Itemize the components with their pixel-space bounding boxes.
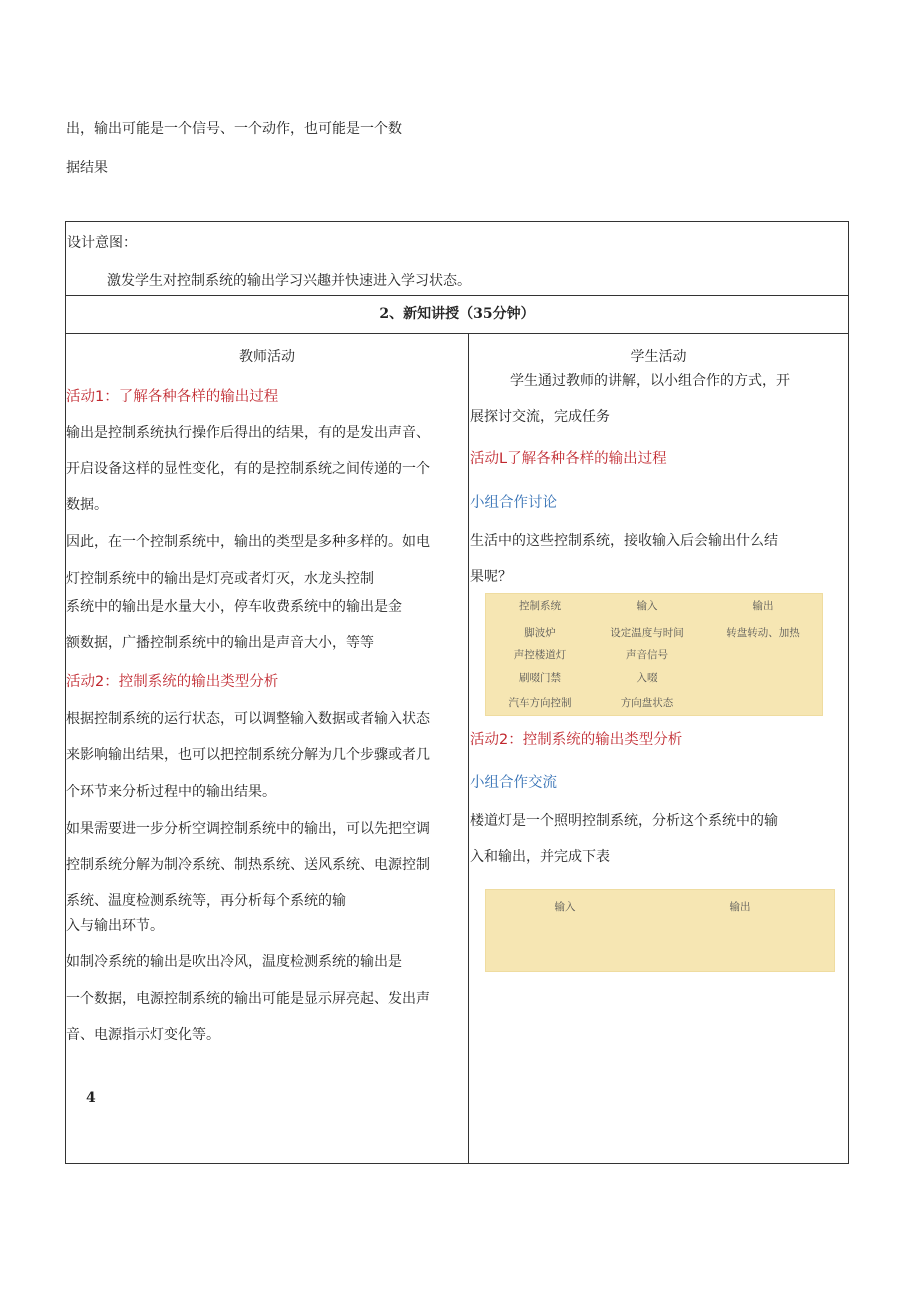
table-header: 输出 xyxy=(729,901,751,913)
teacher-p2-line: 灯控制系统中的输出是灯亮或者灯灭，水龙头控制 xyxy=(66,571,374,587)
teacher-p2-line: 系统中的输出是水量大小，停车收费系统中的输出是金 xyxy=(66,599,402,615)
teacher-p1-line: 开启设备这样的显性变化，有的是控制系统之间传递的一个 xyxy=(66,461,430,477)
teacher-activity-2-title: 活动2：控制系统的输出类型分析 xyxy=(66,674,279,690)
teacher-p3-line: 来影响输出结果，也可以把控制系统分解为几个步骤或者几 xyxy=(66,747,430,763)
teacher-p5-line: 如制冷系统的输出是吹出冷风，温度检测系统的输出是 xyxy=(66,954,402,970)
table-header: 输入 xyxy=(636,600,658,612)
teacher-p1-line: 输出是控制系统执行操作后得出的结果，有的是发出声音、 xyxy=(66,425,430,441)
table-cell: 刷啜门禁 xyxy=(519,672,561,684)
teacher-activity-1-title: 活动1：了解各种各样的输出过程 xyxy=(66,389,279,405)
teacher-p2-line: 额数据，广播控制系统中的输出是声音大小，等等 xyxy=(66,635,374,651)
table-header: 输出 xyxy=(752,600,774,612)
teacher-p2-line: 因此，在一个控制系统中，输出的类型是多种多样的。如电 xyxy=(66,534,430,550)
teacher-p4-line: 如果需要进一步分析空调控制系统中的输出，可以先把空调 xyxy=(66,821,430,837)
table-cell: 入啜 xyxy=(636,672,658,684)
student-p1-line: 学生通过教师的讲解，以小组合作的方式，开 xyxy=(510,373,790,389)
table-cell: 脚波炉 xyxy=(524,627,556,639)
teacher-p5-line: 一个数据，电源控制系统的输出可能是显示屏亮起、发出声 xyxy=(66,991,430,1007)
teacher-p4-line: 入与输出环节。 xyxy=(66,918,164,934)
student-activity-1-title: 活动L了解各种各样的输出过程 xyxy=(470,451,667,467)
student-p3-line: 楼道灯是一个照明控制系统，分析这个系统中的输 xyxy=(470,813,778,829)
design-intent-text: 激发学生对控制系统的输出学习兴趣并快速进入学习状态。 xyxy=(107,273,471,289)
table-cell: 声控楼道灯 xyxy=(513,649,567,661)
student-activity-2-title: 活动2：控制系统的输出类型分析 xyxy=(470,732,683,748)
exchange-title: 小组合作交流 xyxy=(470,775,557,791)
table-cell: 设定温度与时间 xyxy=(610,627,684,639)
student-p2-line: 果呢？ xyxy=(470,569,512,585)
table-cell: 方向盘状态 xyxy=(620,697,674,709)
table-cell: 汽车方向控制 xyxy=(508,697,572,709)
teacher-column-header: 教师活动 xyxy=(239,349,295,365)
teacher-p1-line: 数据。 xyxy=(66,497,108,513)
student-p1-line: 展探讨交流，完成任务 xyxy=(470,409,610,425)
intro-line-1: 出，输出可能是一个信号、一个动作，也可能是一个数 xyxy=(66,121,402,137)
student-p3-line: 入和输出，并完成下表 xyxy=(470,849,610,865)
student-p2-line: 生活中的这些控制系统，接收输入后会输出什么结 xyxy=(470,533,778,549)
section-title: 2、新知讲授（35分钟） xyxy=(379,306,535,322)
student-column-header: 学生活动 xyxy=(630,349,687,365)
page-number: 4 xyxy=(86,1090,96,1106)
table-cell: 转盘转动、加热 xyxy=(726,627,800,639)
teacher-p4-line: 控制系统分解为制冷系统、制热系统、送风系统、电源控制 xyxy=(66,857,430,873)
teacher-p3-line: 根据控制系统的运行状态，可以调整输入数据或者输入状态 xyxy=(66,711,430,727)
teacher-p4-line: 系统、温度检测系统等，再分析每个系统的输 xyxy=(66,893,346,909)
teacher-p3-line: 个环节来分析过程中的输出结果。 xyxy=(66,784,276,800)
table-header: 控制系统 xyxy=(519,600,561,612)
design-intent-label: 设计意图： xyxy=(67,235,137,251)
discuss-title: 小组合作讨论 xyxy=(470,495,557,511)
table-header: 输入 xyxy=(554,901,576,913)
intro-line-2: 据结果 xyxy=(66,160,108,176)
teacher-p5-line: 音、电源指示灯变化等。 xyxy=(66,1027,220,1043)
table-cell: 声音信号 xyxy=(626,649,668,661)
